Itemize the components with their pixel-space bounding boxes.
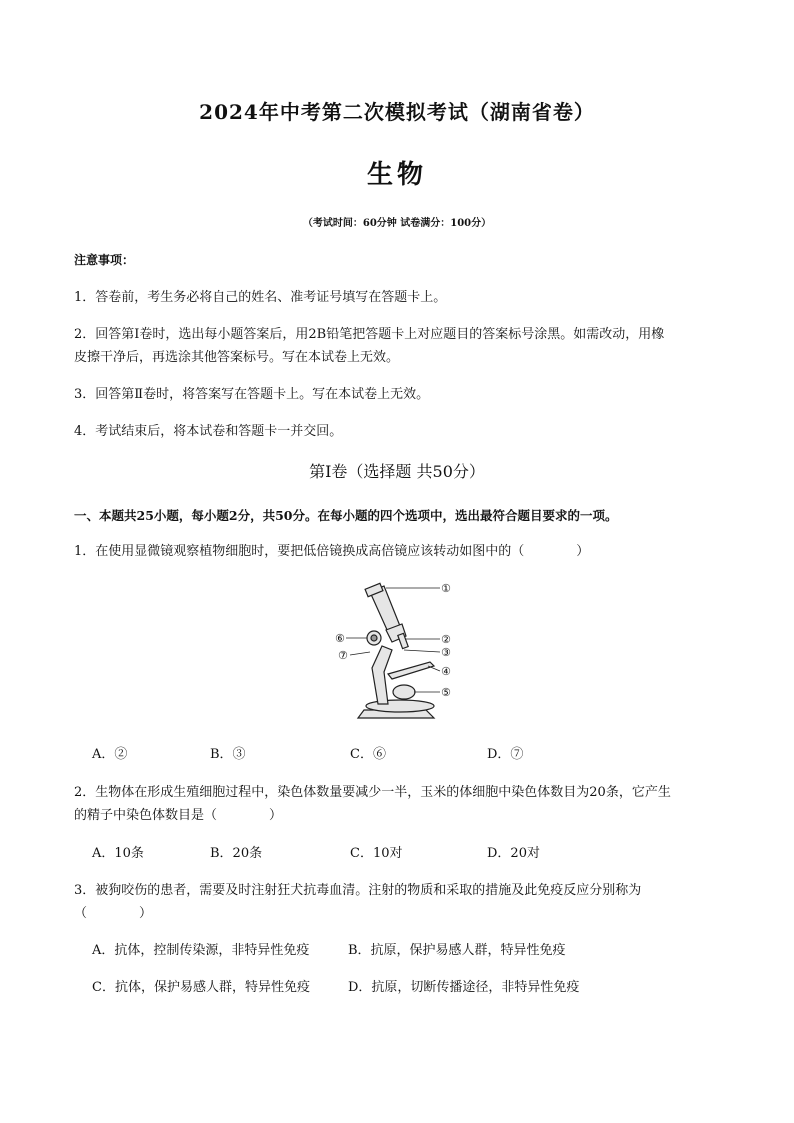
q3-option-c[interactable]: C．抗体，保护易感人群，特异性免疫	[92, 980, 310, 995]
exam-title: 2024年中考第二次模拟考试（湖南省卷）	[199, 100, 595, 124]
q3-option-d[interactable]: D．抗原，切断传播途径，非特异性免疫	[348, 980, 580, 995]
microscope-stage	[388, 662, 434, 679]
microscope-diagram	[330, 576, 460, 726]
q2-option-d[interactable]: D．20对	[487, 846, 540, 861]
label-5: ⑤	[441, 686, 451, 699]
section-title: 第Ⅰ卷（选择题 共50分）	[309, 462, 485, 481]
label-2: ②	[441, 633, 451, 646]
notice-heading: 注意事项：	[74, 253, 135, 267]
q2-option-b[interactable]: B．20条	[210, 846, 263, 861]
microscope-foot	[366, 700, 434, 712]
section-instruction: 一、本题共25小题，每小题2分，共50分。在每小题的四个选项中，选出最符合题目要求的一项。	[74, 508, 618, 523]
microscope-mirror	[393, 685, 415, 699]
question-3-stem-continued: （ ）	[74, 906, 153, 921]
fine-focus-knob	[371, 635, 377, 641]
q3-option-b[interactable]: B．抗原，保护易感人群，特异性免疫	[348, 943, 566, 958]
microscope-objective	[398, 633, 408, 648]
q1-option-c[interactable]: C．⑥	[350, 747, 386, 762]
q1-option-b[interactable]: B．③	[210, 747, 246, 762]
label-3: ③	[441, 646, 451, 659]
notice-item: 2．回答第Ⅰ卷时，选出每小题答案后，用2B铅笔把答题卡上对应题目的答案标号涂黑。如需改动，用橡	[74, 327, 665, 342]
q1-option-a[interactable]: A．②	[92, 747, 128, 762]
q2-option-c[interactable]: C．10对	[350, 846, 403, 861]
question-2-stem-continued: 的精子中染色体数目是（ ）	[74, 808, 283, 823]
notice-item-continued: 皮擦干净后，再选涂其他答案标号。写在本试卷上无效。	[74, 350, 400, 365]
subject-title: 生物	[366, 160, 427, 190]
label-7: ⑦	[338, 649, 348, 662]
question-3-stem: 3．被狗咬伤的患者，需要及时注射狂犬抗毒血清。注射的物质和采取的措施及此免疫反应分别称为	[74, 883, 642, 898]
label-6: ⑥	[335, 632, 345, 645]
exam-time-info: （考试时间：60分钟 试卷满分：100分）	[302, 218, 492, 229]
notice-item: 4．考试结束后，将本试卷和答题卡一并交回。	[74, 424, 343, 439]
q1-option-d[interactable]: D．⑦	[487, 747, 524, 762]
question-1-stem: 1．在使用显微镜观察植物细胞时，要把低倍镜换成高倍镜应该转动如图中的（ ）	[74, 544, 590, 559]
notice-item: 1．答卷前，考生务必将自己的姓名、准考证号填写在答题卡上。	[74, 290, 447, 305]
q3-option-a[interactable]: A．抗体，控制传染源，非特异性免疫	[92, 943, 310, 958]
question-2-stem: 2．生物体在形成生殖细胞过程中，染色体数量要减少一半，玉米的体细胞中染色体数目为20条，它产生	[74, 785, 671, 800]
q2-option-a[interactable]: A．10条	[92, 846, 144, 861]
label-4: ④	[441, 665, 451, 678]
label-1: ①	[441, 582, 451, 595]
notice-item: 3．回答第Ⅱ卷时，将答案写在答题卡上。写在本试卷上无效。	[74, 387, 430, 402]
